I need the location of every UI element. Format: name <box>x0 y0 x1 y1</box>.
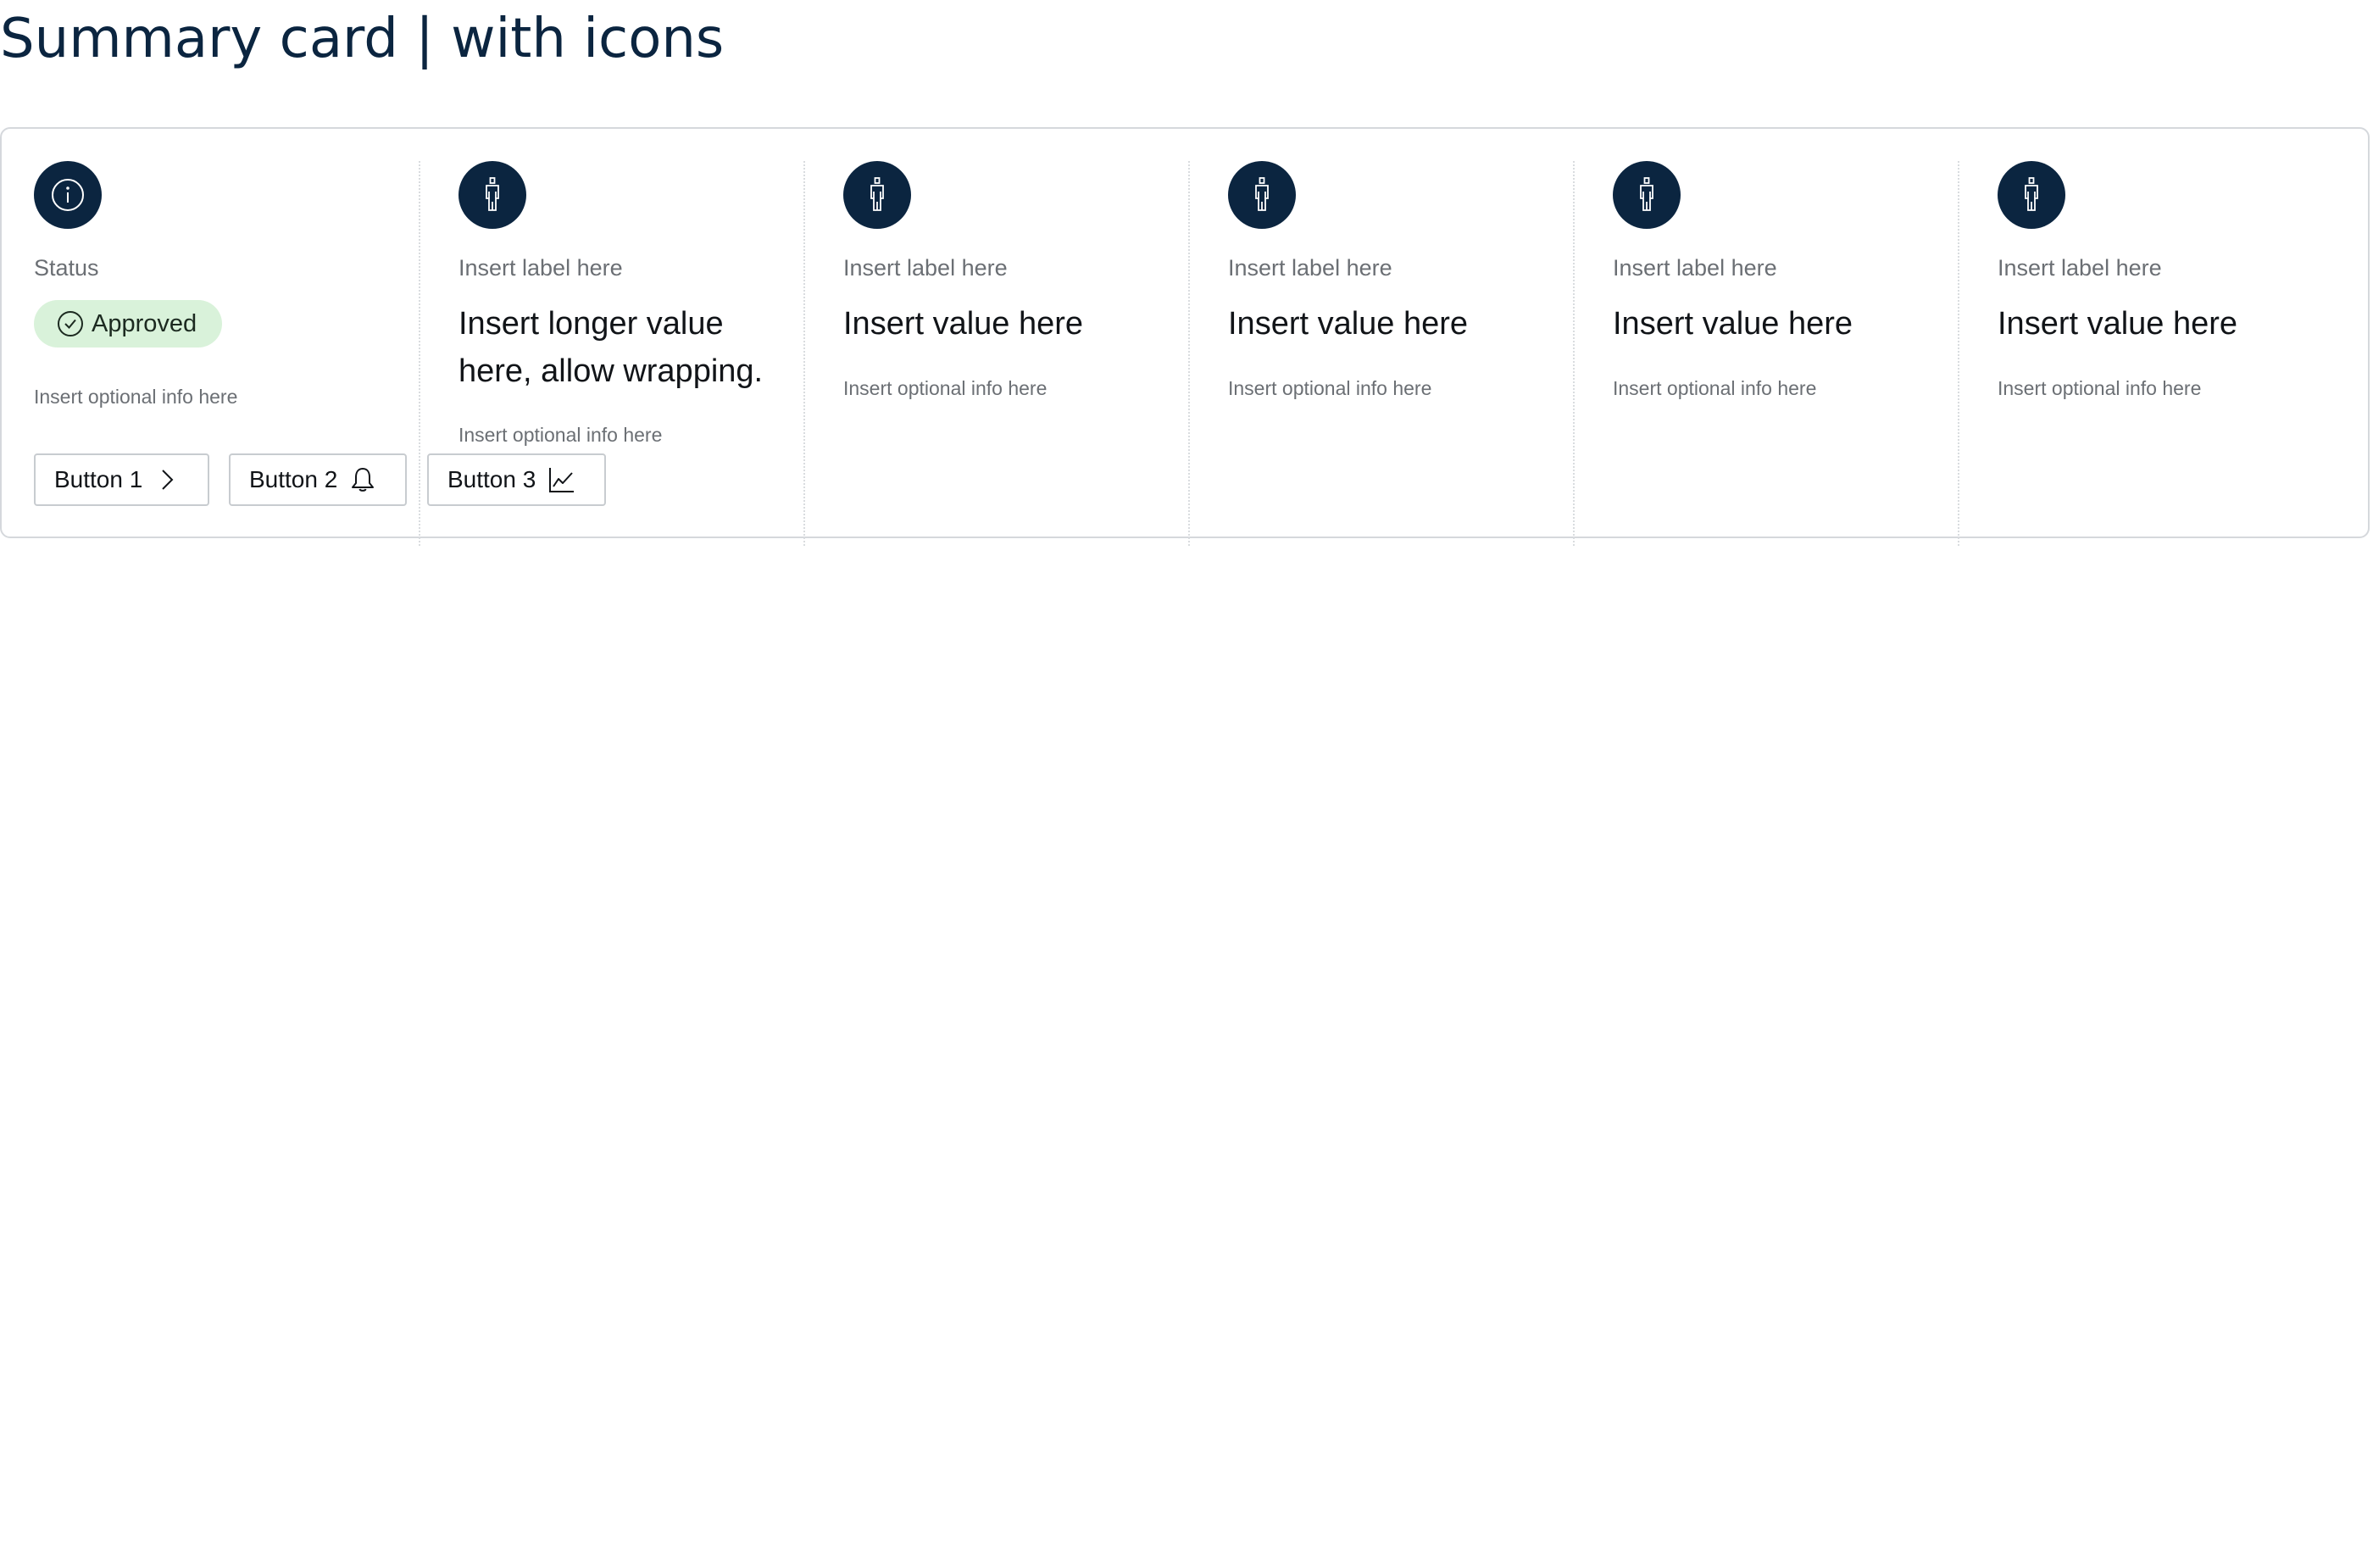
info-icon <box>34 161 102 229</box>
person-icon <box>458 161 526 229</box>
column-divider <box>1188 161 1190 546</box>
summary-item-optional-info: Insert optional info here <box>458 424 663 446</box>
summary-item-optional-info: Insert optional info here <box>1998 377 2202 399</box>
summary-item-optional-info: Insert optional info here <box>1613 377 1817 399</box>
summary-item-2 <box>843 161 1199 549</box>
summary-item-value: Insert value here <box>1998 306 2238 342</box>
column-divider <box>1958 161 1959 546</box>
person-icon <box>1228 161 1296 229</box>
summary-item-4 <box>1613 161 1969 549</box>
summary-item-optional-info: Insert optional info here <box>1228 377 1432 399</box>
button-3[interactable] <box>427 453 606 506</box>
button-1-label: Button 1 <box>54 466 143 492</box>
summary-item-label: Insert label here <box>1998 255 2162 281</box>
summary-item-label: Insert label here <box>843 255 1008 281</box>
summary-item-label: Insert label here <box>1228 255 1392 281</box>
column-divider <box>419 161 420 546</box>
bell-icon <box>349 466 376 493</box>
summary-card <box>0 127 2370 538</box>
summary-item-3 <box>1228 161 1584 549</box>
summary-item-value: Insert value here <box>1613 306 1853 342</box>
person-icon <box>843 161 911 229</box>
summary-item-label: Insert label here <box>458 255 623 281</box>
summary-item-value: Insert longer value here, allow wrapping. <box>458 306 764 389</box>
status-optional-info: Insert optional info here <box>34 386 238 408</box>
summary-item-optional-info: Insert optional info here <box>843 377 1048 399</box>
status-badge-text: Approved <box>92 309 197 337</box>
button-2-label: Button 2 <box>249 466 338 492</box>
summary-item-5 <box>1998 161 2354 549</box>
status-badge <box>34 300 222 348</box>
check-circle-icon <box>56 309 85 338</box>
line-chart-icon <box>547 465 576 494</box>
chevron-right-icon <box>154 467 180 492</box>
button-3-label: Button 3 <box>447 466 536 492</box>
status-label: Status <box>34 255 99 281</box>
column-divider <box>803 161 805 546</box>
page-title: Summary card | with icons <box>0 8 725 70</box>
button-2[interactable] <box>229 453 407 506</box>
person-icon <box>1613 161 1681 229</box>
summary-item-value: Insert value here <box>843 306 1084 342</box>
column-divider <box>1573 161 1575 546</box>
summary-item-value: Insert value here <box>1228 306 1469 342</box>
button-1[interactable] <box>34 453 209 506</box>
summary-item-label: Insert label here <box>1613 255 1777 281</box>
person-icon <box>1998 161 2065 229</box>
